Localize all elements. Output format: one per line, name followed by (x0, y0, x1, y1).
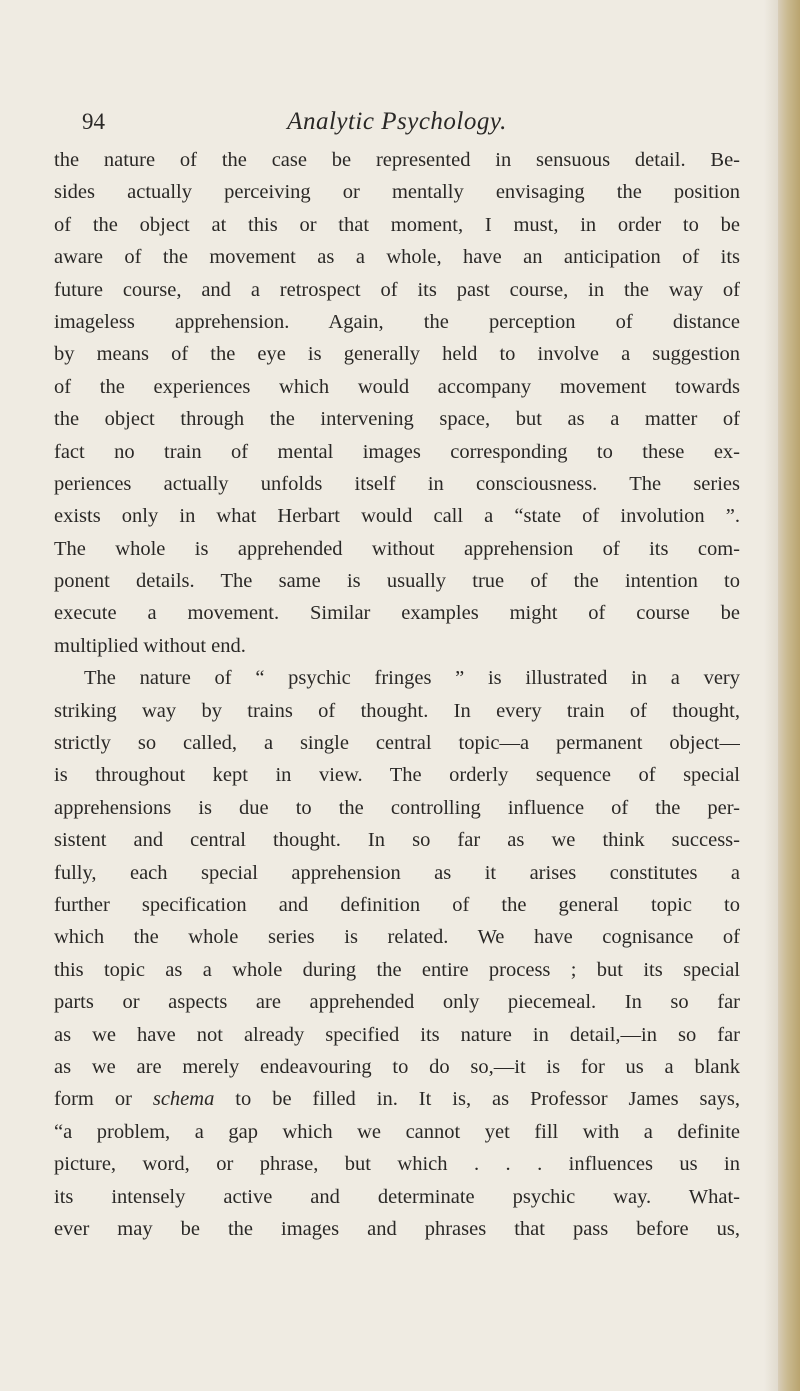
text-line: parts or aspects are apprehended only piecemeal. In so far (54, 991, 740, 1014)
text-line (54, 1083, 740, 1115)
open-quote: “ (54, 1120, 64, 1143)
text-line: The nature of “ psychic fringes ” is illustrated in a very (84, 667, 740, 690)
text-line: periences actually unfolds itself in consciousness. The series (54, 472, 740, 495)
running-title: Analytic Psychology. (287, 108, 507, 135)
text-line: multiplied without end. (54, 634, 246, 657)
text-line: apprehensions is due to the controlling influence of the per- (54, 796, 740, 819)
page-number: 94 (82, 109, 105, 134)
text-line: further specification and definition of the general topic to (54, 893, 740, 916)
text-line: sistent and central thought. In so far as we think success- (54, 829, 740, 852)
text-line: by means of the eye is generally held to involve a suggestion (54, 343, 740, 366)
text-line: picture, word, or phrase, but which . . . influences us in (54, 1153, 740, 1176)
text-line: ponent details. The same is usually true of the intention to (54, 570, 740, 593)
text-line: as we are merely endeavouring to do so,—it is for us a blank (54, 1055, 740, 1078)
text-line: of the experiences which would accompany movement towards (54, 375, 740, 398)
text-line: sides actually perceiving or mentally envisaging the position (54, 181, 740, 204)
text-line: this topic as a whole during the entire process ; but its special (54, 958, 740, 981)
text-line: fact no train of mental images corresponding to these ex- (54, 440, 740, 463)
text-line: strictly so called, a single central topic—a permanent object— (54, 732, 740, 755)
page-header (82, 104, 712, 140)
page-edge (778, 0, 800, 1391)
emphasis-schema: schema (152, 1088, 215, 1111)
text-line: is throughout kept in view. The orderly sequence of special (54, 764, 740, 787)
text-line: execute a movement. Similar examples might of course be (54, 602, 740, 625)
text-line: fully, each special apprehension as it arises constitutes a (54, 861, 740, 884)
text-line: as we have not already specified its nature in detail,—in so far (54, 1023, 740, 1046)
text-line-tail: to be filled in. It is, as Professor James says, (214, 1088, 740, 1111)
page-edge-shadow (764, 0, 778, 1391)
text-line: its intensely active and determinate psychic way. What- (54, 1185, 740, 1208)
text-line: The whole is apprehended without apprehension of its com- (54, 537, 740, 560)
text-line: future course, and a retrospect of its past course, in the way of (54, 278, 740, 301)
text-line: aware of the movement as a whole, have an anticipation of its (54, 246, 740, 269)
text-line: striking way by trains of thought. In every train of thought, (54, 699, 740, 722)
body-text (54, 144, 740, 1245)
text-line: which the whole series is related. We have cognisance of (54, 926, 740, 949)
text-line: imageless apprehension. Again, the perception of distance (54, 310, 740, 333)
text-line: of the object at this or that moment, I must, in order to be (54, 213, 740, 236)
text-line: exists only in what Herbart would call a “state of involution ”. (54, 505, 740, 528)
text-line-rest: a problem, a gap which we cannot yet fill with a definite (63, 1120, 740, 1143)
text-line: ever may be the images and phrases that pass before us, (54, 1217, 740, 1240)
text-line: the nature of the case be represented in sensuous detail. Be- (54, 149, 740, 171)
text-line (54, 1116, 740, 1148)
text-line: the object through the intervening space, but as a matter of (54, 408, 740, 431)
text-line-lead: form or (54, 1088, 153, 1111)
